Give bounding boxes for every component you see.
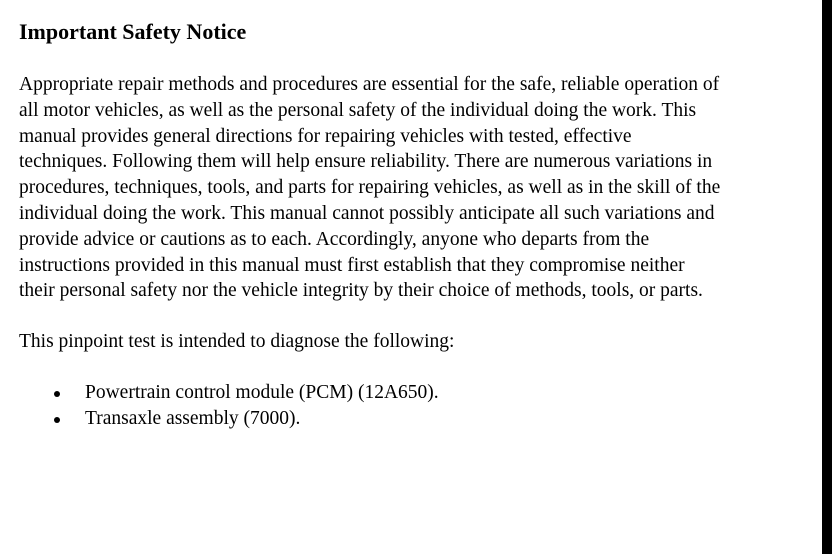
- list-item-text: Powertrain control module (PCM) (12A650).: [85, 382, 439, 403]
- paragraph-line: their personal safety nor the vehicle integrity by their choice of methods, tools, or parts.: [19, 280, 703, 302]
- list-item-text: Transaxle assembly (7000).: [85, 407, 301, 429]
- safety-paragraph: [19, 72, 819, 304]
- bullet-icon: [54, 391, 60, 397]
- paragraph-line: procedures, techniques, tools, and parts for repairing vehicles, as well as in the skill of the: [19, 177, 721, 199]
- list-item: [19, 406, 439, 432]
- bullet-icon: [54, 417, 60, 423]
- paragraph-line: techniques. Following them will help ensure reliability. There are numerous variations in: [19, 151, 713, 173]
- paragraph-line: manual provides general directions for repairing vehicles with tested, effective: [19, 125, 632, 147]
- paragraph-line: provide advice or cautions as to each. Accordingly, anyone who departs from the: [19, 228, 650, 250]
- paragraph-line: individual doing the work. This manual cannot possibly anticipate all such variations and: [19, 202, 715, 224]
- paragraph-line: Appropriate repair methods and procedures are essential for the safe, reliable operation of: [19, 74, 720, 95]
- right-edge-border: [822, 0, 832, 554]
- pinpoint-test-intro: This pinpoint test is intended to diagnose the following:: [19, 331, 455, 352]
- paragraph-line: instructions provided in this manual must first establish that they compromise neither: [19, 254, 685, 276]
- list-item: [19, 380, 439, 406]
- diagnosis-list: [19, 380, 439, 432]
- notice-title: Important Safety Notice: [19, 19, 247, 44]
- paragraph-line: all motor vehicles, as well as the personal safety of the individual doing the work. This: [19, 99, 697, 121]
